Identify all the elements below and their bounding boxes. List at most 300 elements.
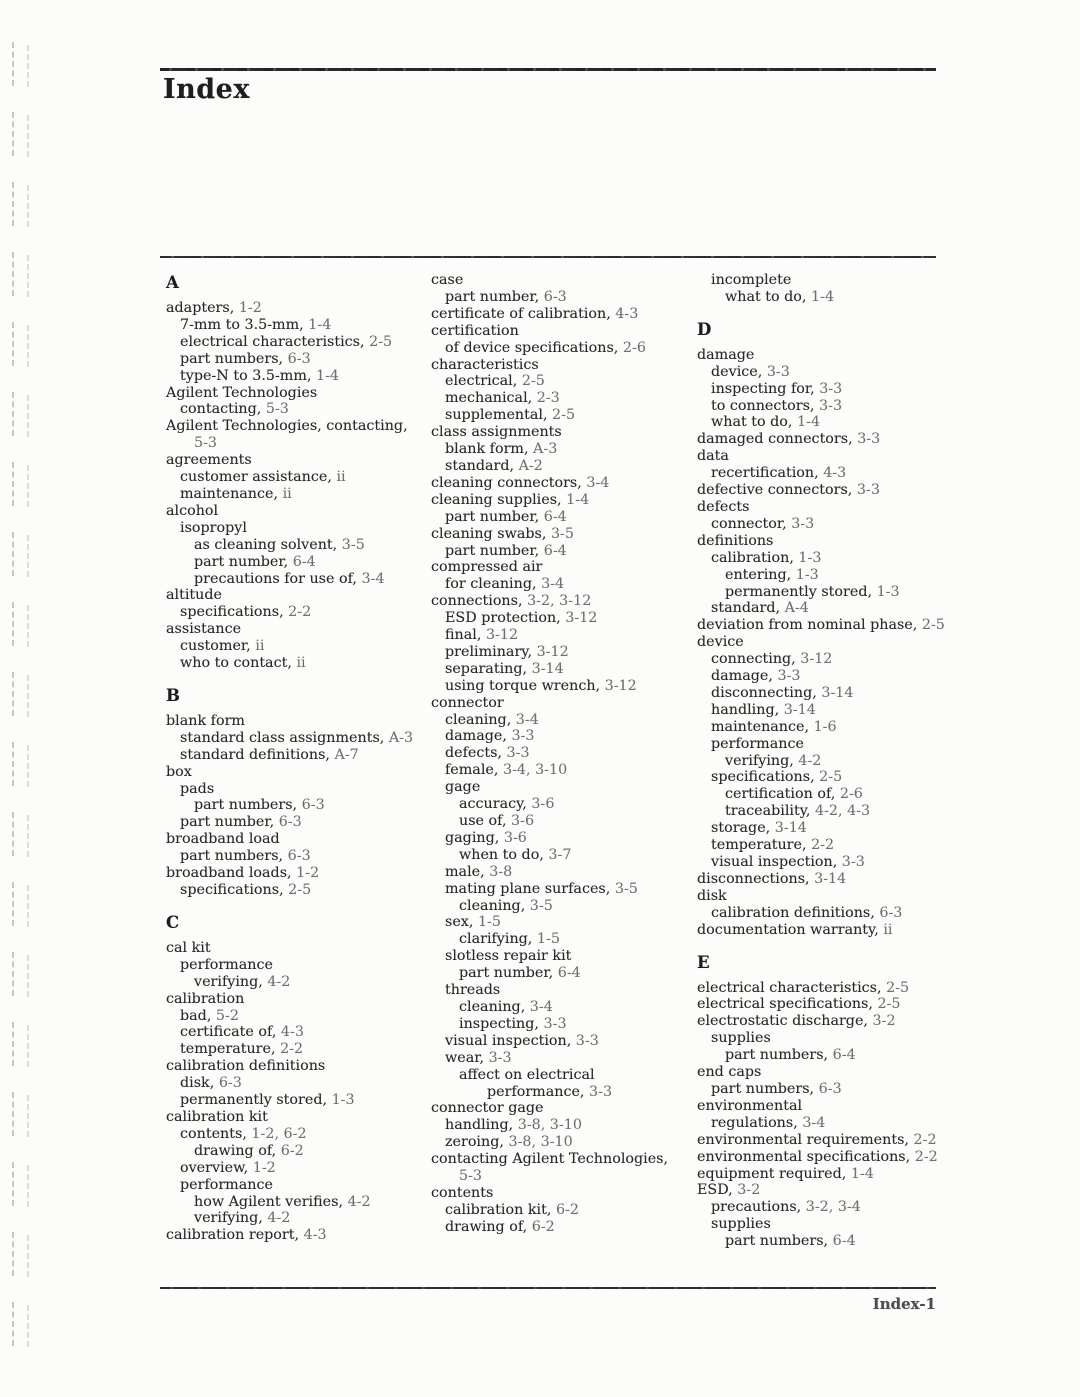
entry-text: calibration	[166, 990, 245, 1007]
entry-text: zeroing,	[445, 1134, 504, 1151]
entry-text: connector,	[711, 515, 787, 532]
index-entry	[431, 712, 694, 729]
entry-text: verifying,	[194, 973, 263, 990]
page-ref: 1-3	[795, 566, 819, 583]
entry-text: male,	[445, 863, 485, 880]
entry-text: ESD,	[697, 1182, 733, 1199]
entry-text: broadband loads,	[166, 865, 292, 882]
index-entry	[697, 922, 952, 939]
page-ref: 4-2	[347, 1193, 371, 1210]
entry-text: permanently stored,	[180, 1092, 328, 1109]
index-entry	[166, 882, 428, 899]
binding-mark	[12, 252, 14, 296]
entry-text: maintenance,	[180, 485, 279, 502]
page-ref: 6-3	[543, 288, 567, 305]
page-ref: 1-4	[797, 414, 821, 431]
index-entry	[166, 368, 428, 385]
page-ref: 6-3	[818, 1080, 842, 1097]
index-entry	[431, 745, 694, 762]
page-ref: 1-2	[238, 300, 262, 316]
index-entry	[431, 1168, 694, 1185]
entry-text: wear,	[445, 1049, 485, 1066]
page-ref: 2-5	[369, 333, 393, 350]
page-ref: 4-2, 4-3	[814, 803, 871, 820]
index-letter-heading: A	[166, 273, 179, 292]
entry-text: visual inspection,	[711, 854, 838, 870]
page-ref: 1-4	[566, 491, 590, 508]
page-ref: 1-2	[252, 1159, 276, 1176]
index-entry	[431, 695, 694, 712]
index-entry	[166, 831, 428, 848]
index-entry	[697, 719, 952, 736]
entry-text: certificate of calibration,	[431, 305, 611, 322]
page-ref: 3-3	[857, 431, 881, 448]
page-ref: 1-2, 6-2	[251, 1125, 307, 1142]
entry-text: damage,	[711, 668, 773, 685]
page-ref: 2-5	[877, 996, 901, 1013]
entry-text: mating plane surfaces,	[445, 880, 611, 897]
binding-mark	[12, 532, 14, 576]
page-ref: 3-8, 3-10	[517, 1117, 582, 1134]
page-ref: 2-6	[622, 339, 646, 356]
entry-text: temperature,	[180, 1041, 276, 1058]
page-ref: 4-3	[280, 1024, 304, 1041]
binding-mark	[12, 812, 14, 856]
page-ref: 1-4	[811, 288, 835, 305]
index-entry	[697, 1216, 952, 1233]
index-entry	[697, 668, 952, 685]
index-entry	[431, 289, 694, 306]
entry-text: class assignments	[431, 424, 562, 441]
page-ref: 2-5	[921, 617, 945, 634]
entry-text: part number,	[445, 508, 540, 525]
index-entry	[431, 914, 694, 931]
page-ref: 4-2	[267, 973, 291, 990]
entry-text: damage	[697, 346, 755, 363]
entry-text: disconnecting,	[711, 684, 817, 701]
page-ref: 3-5	[550, 525, 574, 542]
page-ref: ii	[883, 921, 893, 938]
index-entry	[697, 364, 952, 381]
index-entry	[697, 1149, 952, 1166]
index-letter-heading: E	[697, 952, 710, 972]
page-ref: A-3	[533, 441, 558, 458]
entry-text: using torque wrench,	[445, 677, 601, 694]
entry-text: disconnections,	[697, 870, 810, 887]
page-ref: A-3	[388, 729, 414, 746]
entry-text: part number,	[459, 965, 554, 982]
binding-mark	[27, 605, 29, 647]
index-entry	[697, 1013, 952, 1030]
entry-text: precautions,	[711, 1199, 802, 1216]
entry-text: connector gage	[431, 1100, 544, 1117]
entry-text: storage,	[711, 820, 771, 837]
index-entry	[166, 571, 428, 588]
index-entry	[431, 796, 694, 813]
page-ref: 6-4	[557, 965, 581, 982]
page-ref: 6-3	[287, 350, 311, 367]
entry-text: verifying,	[194, 1210, 263, 1227]
entry-text: part numbers,	[180, 848, 284, 865]
index-entry	[697, 533, 952, 550]
entry-text: supplies	[711, 1030, 771, 1047]
entry-text: standard,	[445, 457, 515, 474]
entry-text: for cleaning,	[445, 576, 537, 593]
page-ref: 2-5	[552, 407, 576, 424]
entry-text: part number,	[445, 542, 540, 559]
entry-text: environmental specifications,	[697, 1148, 911, 1165]
index-entry	[697, 617, 952, 634]
index-entry	[697, 1081, 952, 1098]
entry-text: contents	[431, 1184, 494, 1201]
index-entry	[431, 559, 694, 576]
page-ref: 6-2	[555, 1201, 579, 1218]
page-ref: 6-2	[531, 1218, 555, 1235]
index-entry	[697, 1132, 952, 1149]
binding-mark	[12, 112, 14, 156]
index-entry	[166, 486, 428, 503]
index-entry	[166, 621, 428, 638]
index-entry	[166, 1177, 428, 1194]
entry-text: supplemental,	[445, 407, 548, 424]
entry-text: accuracy,	[459, 796, 527, 813]
index-entry	[431, 424, 694, 441]
page-ref: 3-3	[575, 1032, 599, 1049]
index-entry	[431, 1219, 694, 1236]
index-entry	[697, 1047, 952, 1064]
entry-text: maintenance,	[711, 718, 810, 735]
entry-text: electrical specifications,	[697, 996, 873, 1013]
index-entry	[431, 340, 694, 357]
page-ref: ii	[296, 655, 306, 672]
index-entry	[166, 940, 428, 957]
index-entry	[431, 306, 694, 323]
entry-text: handling,	[445, 1117, 514, 1134]
entry-text: box	[166, 763, 192, 780]
entry-text: standard,	[711, 600, 781, 617]
entry-text: pads	[180, 780, 215, 797]
index-entry	[166, 1092, 428, 1109]
page-ref: 5-3	[265, 401, 289, 418]
binding-mark	[12, 1092, 14, 1136]
index-entry	[166, 554, 428, 571]
entry-text: end caps	[697, 1064, 762, 1081]
index-entry	[697, 1233, 952, 1250]
index-entry	[166, 1227, 428, 1244]
page-ref: 2-2	[288, 604, 312, 621]
index-entry	[166, 655, 428, 672]
entry-text: overview,	[180, 1159, 249, 1176]
index-entry	[697, 996, 952, 1013]
index-entry	[431, 441, 694, 458]
index-entry	[697, 1098, 952, 1115]
index-entry	[697, 381, 952, 398]
page-ref: 6-4	[543, 508, 567, 525]
entry-text: part number,	[180, 814, 275, 831]
binding-mark	[27, 45, 29, 87]
binding-mark	[27, 1305, 29, 1347]
index-entry	[166, 1008, 428, 1025]
entry-text: blank form	[166, 712, 245, 729]
page-ref: 3-3	[589, 1083, 613, 1100]
binding-mark	[12, 602, 14, 646]
index-entry	[166, 1210, 428, 1227]
page-ref: 4-3	[303, 1227, 327, 1244]
entry-text: verifying,	[725, 752, 794, 769]
entry-text: assistance	[166, 621, 242, 638]
binding-mark	[27, 815, 29, 857]
entry-text: damage,	[445, 728, 507, 745]
page-ref: 1-6	[813, 718, 837, 735]
page-ref: 3-12	[565, 610, 598, 627]
page-ref: 3-3	[488, 1049, 512, 1066]
entry-text: preliminary,	[445, 643, 533, 660]
index-entry	[431, 1151, 694, 1168]
index-entry	[431, 576, 694, 593]
index-entry	[166, 865, 428, 882]
index-entry	[431, 779, 694, 796]
index-entry	[431, 407, 694, 424]
page-title: Index	[163, 74, 250, 105]
page-ref: 6-3	[301, 797, 325, 814]
index-entry	[697, 753, 952, 770]
index-entry	[431, 475, 694, 492]
index-entry	[166, 638, 428, 655]
entry-text: specifications,	[180, 882, 284, 898]
index-entry	[166, 520, 428, 537]
index-entry	[166, 587, 428, 604]
page-ref: 3-14	[531, 660, 564, 677]
binding-mark	[27, 535, 29, 577]
binding-mark	[12, 42, 14, 86]
entry-text: calibration definitions	[166, 1058, 326, 1075]
index-entry	[431, 948, 694, 965]
page-ref: 6-3	[218, 1075, 242, 1092]
entry-text: handling,	[711, 701, 780, 718]
index-entry	[697, 600, 952, 617]
index-entry	[697, 448, 952, 465]
entry-text: certification of,	[725, 786, 836, 803]
index-entry	[697, 1115, 952, 1132]
page-ref: ii	[336, 469, 346, 486]
page-ref: 3-14	[783, 701, 816, 718]
entry-text: altitude	[166, 587, 222, 604]
entry-text: performance	[711, 735, 804, 752]
entry-text: female,	[445, 762, 499, 779]
binding-mark	[27, 1025, 29, 1067]
entry-text: defects	[697, 498, 750, 515]
entry-text: mechanical,	[445, 390, 533, 407]
page-ref: 3-4, 3-10	[502, 762, 568, 779]
index-letter-heading: B	[166, 685, 180, 705]
index-entry	[697, 837, 952, 854]
entry-text: blank form,	[445, 441, 529, 458]
binding-mark	[27, 185, 29, 227]
page-ref: 6-4	[292, 553, 316, 570]
index-entry	[431, 357, 694, 374]
binding-mark	[27, 1165, 29, 1207]
index-entry	[431, 1033, 694, 1050]
index-entry	[431, 965, 694, 982]
index-entry	[431, 678, 694, 695]
index-entry	[697, 702, 952, 719]
entry-text: contacting,	[180, 401, 262, 418]
index-entry	[697, 289, 952, 306]
page-ref: 3-3	[819, 380, 843, 397]
entry-text: sex,	[445, 914, 474, 931]
index-entry	[431, 813, 694, 830]
entry-text: disk,	[180, 1075, 215, 1092]
entry-text: performance	[180, 1176, 273, 1193]
page-ref: 3-3	[766, 363, 790, 380]
entry-text: damaged connectors,	[697, 431, 853, 448]
page-ref: 3-2	[737, 1182, 761, 1199]
index-entry	[697, 398, 952, 415]
binding-mark	[12, 952, 14, 996]
entry-text: threads	[445, 982, 501, 999]
index-entry	[166, 1058, 428, 1075]
index-entry	[166, 814, 428, 831]
page-ref: A-2	[518, 457, 543, 474]
binding-mark	[12, 672, 14, 716]
entry-text: contacting Agilent Technologies,	[431, 1151, 669, 1168]
entry-text: who to contact,	[180, 655, 292, 672]
page-ref: 3-6	[503, 829, 527, 846]
index-column-1	[166, 272, 428, 1244]
page-ref: 2-5	[886, 979, 910, 996]
page-ref: 4-2	[798, 752, 822, 769]
binding-mark	[12, 1302, 14, 1346]
entry-text: permanently stored,	[725, 583, 873, 600]
index-entry	[166, 974, 428, 991]
entry-text: when to do,	[459, 846, 544, 863]
binding-mark	[27, 1235, 29, 1277]
entry-text: part numbers,	[194, 797, 298, 814]
binding-mark	[27, 115, 29, 157]
entry-text: connecting,	[711, 651, 796, 668]
index-entry	[431, 1084, 694, 1101]
entry-text: device	[697, 634, 744, 651]
entry-text: final,	[445, 627, 482, 644]
index-entry	[697, 854, 952, 871]
index-column-3	[697, 272, 952, 1250]
page-ref: 3-3	[819, 397, 843, 414]
page-ref: 3-3	[543, 1015, 567, 1032]
entry-text: part numbers,	[180, 350, 284, 367]
index-entry	[431, 526, 694, 543]
entry-text: characteristics	[431, 356, 539, 373]
page-number-footer: Index-1	[872, 1295, 936, 1313]
entry-text: what to do,	[725, 288, 807, 305]
page-ref: 2-2	[811, 837, 835, 854]
entry-text: slotless repair kit	[445, 948, 572, 965]
index-entry	[431, 982, 694, 999]
page-ref: 3-12	[485, 627, 519, 644]
index-entry	[697, 980, 952, 997]
page-ref: 3-12	[800, 651, 833, 668]
page-ref: 1-4	[316, 367, 340, 384]
page-ref: 4-3	[823, 465, 847, 482]
page-ref: 3-3	[856, 482, 880, 499]
index-entry	[697, 347, 952, 364]
index-entry	[431, 762, 694, 779]
page-ref: 3-6	[511, 813, 535, 829]
entry-text: customer,	[180, 638, 251, 655]
entry-text: deviation from nominal phase,	[697, 617, 918, 634]
binding-mark	[27, 255, 29, 297]
entry-text: electrical,	[445, 373, 518, 390]
index-entry	[166, 537, 428, 554]
page-ref: 2-3	[536, 390, 560, 407]
binding-mark	[27, 395, 29, 437]
index-entry	[166, 1143, 428, 1160]
index-entry	[431, 390, 694, 407]
index-entry	[431, 1185, 694, 1202]
page-ref: 4-2	[267, 1210, 291, 1227]
index-entry	[166, 300, 428, 317]
index-entry	[166, 1109, 428, 1126]
binding-mark	[12, 1022, 14, 1066]
entry-text: incomplete	[711, 272, 792, 288]
index-entry	[166, 1160, 428, 1177]
index-entry	[166, 797, 428, 814]
page-ref: 3-2, 3-12	[527, 593, 592, 610]
binding-mark	[12, 392, 14, 436]
entry-text: cleaning connectors,	[431, 474, 582, 491]
entry-text: Agilent Technologies	[166, 384, 318, 401]
index-entry	[166, 503, 428, 520]
page-ref: A-7	[334, 746, 359, 763]
page-ref: 3-5	[341, 536, 365, 553]
entry-text: device,	[711, 363, 763, 380]
entry-text: use of,	[459, 813, 507, 829]
entry-text: affect on electrical	[459, 1066, 595, 1083]
page-ref: 1-3	[798, 549, 822, 566]
index-entry	[697, 465, 952, 482]
binding-mark	[12, 182, 14, 226]
index-entry	[697, 1030, 952, 1047]
binding-mark	[27, 885, 29, 927]
index-entry	[166, 604, 428, 621]
index-entry	[431, 373, 694, 390]
page-ref: 6-3	[278, 814, 302, 831]
entry-text: connector	[431, 694, 504, 711]
entry-text: specifications,	[711, 769, 815, 786]
index-entry	[431, 931, 694, 948]
entry-text: standard class assignments,	[180, 729, 385, 746]
page-ref: 1-3	[876, 583, 900, 600]
page-ref: 2-2	[914, 1148, 938, 1165]
entry-text: separating,	[445, 660, 528, 677]
page-ref: 3-4	[515, 711, 539, 728]
index-entry	[697, 820, 952, 837]
index-entry	[166, 730, 428, 747]
index-entry	[697, 1166, 952, 1183]
page-ref: 1-3	[331, 1092, 355, 1109]
index-entry	[697, 499, 952, 516]
entry-text: calibration,	[711, 549, 794, 566]
page-ref: 3-14	[821, 684, 854, 701]
entry-text: equipment required,	[697, 1165, 847, 1182]
entry-text: adapters,	[166, 300, 235, 316]
page-ref: 3-14	[774, 820, 807, 837]
index-entry	[431, 543, 694, 560]
entry-text: calibration report,	[166, 1227, 300, 1244]
entry-text: cleaning,	[459, 998, 526, 1015]
entry-text: calibration kit,	[445, 1201, 552, 1218]
index-entry	[697, 1199, 952, 1216]
entry-text: data	[697, 448, 729, 465]
